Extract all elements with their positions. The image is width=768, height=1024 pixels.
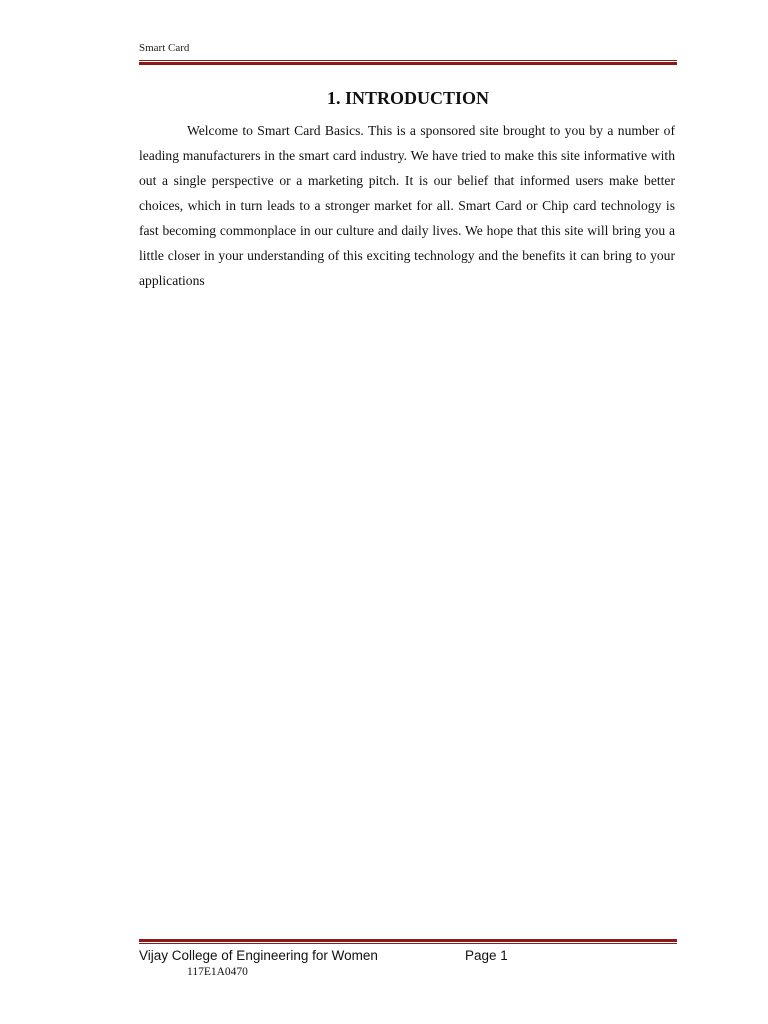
header-rule-thick	[139, 62, 677, 65]
running-header: Smart Card	[139, 42, 190, 54]
footer-rule-thin	[139, 943, 677, 944]
header-rule	[139, 60, 677, 65]
footer-rule	[139, 939, 677, 944]
section-title: 1. INTRODUCTION	[326, 88, 490, 108]
footer-roll-number: 117E1A0470	[187, 966, 248, 978]
body-paragraph: Welcome to Smart Card Basics. This is a sponsored site brought to you by a number of leading manufacturers in the smart card industry. We have tried to make this site informative with out a single perspective or a marketing pitch. It is our belief that informed users make better choices, which in turn leads to a stronger market for all. Smart Card or Chip card technology is fast becoming commonplace in our culture and daily lives. We hope that this site will bring you a little closer in your understanding of this exciting technology and the benefits it can bring to your applications	[139, 123, 675, 288]
footer-institution: Vijay College of Engineering for Women	[139, 948, 378, 963]
footer-page-number: Page 1	[465, 948, 508, 963]
header-rule-thin	[139, 60, 677, 61]
footer-rule-thick	[139, 939, 677, 942]
